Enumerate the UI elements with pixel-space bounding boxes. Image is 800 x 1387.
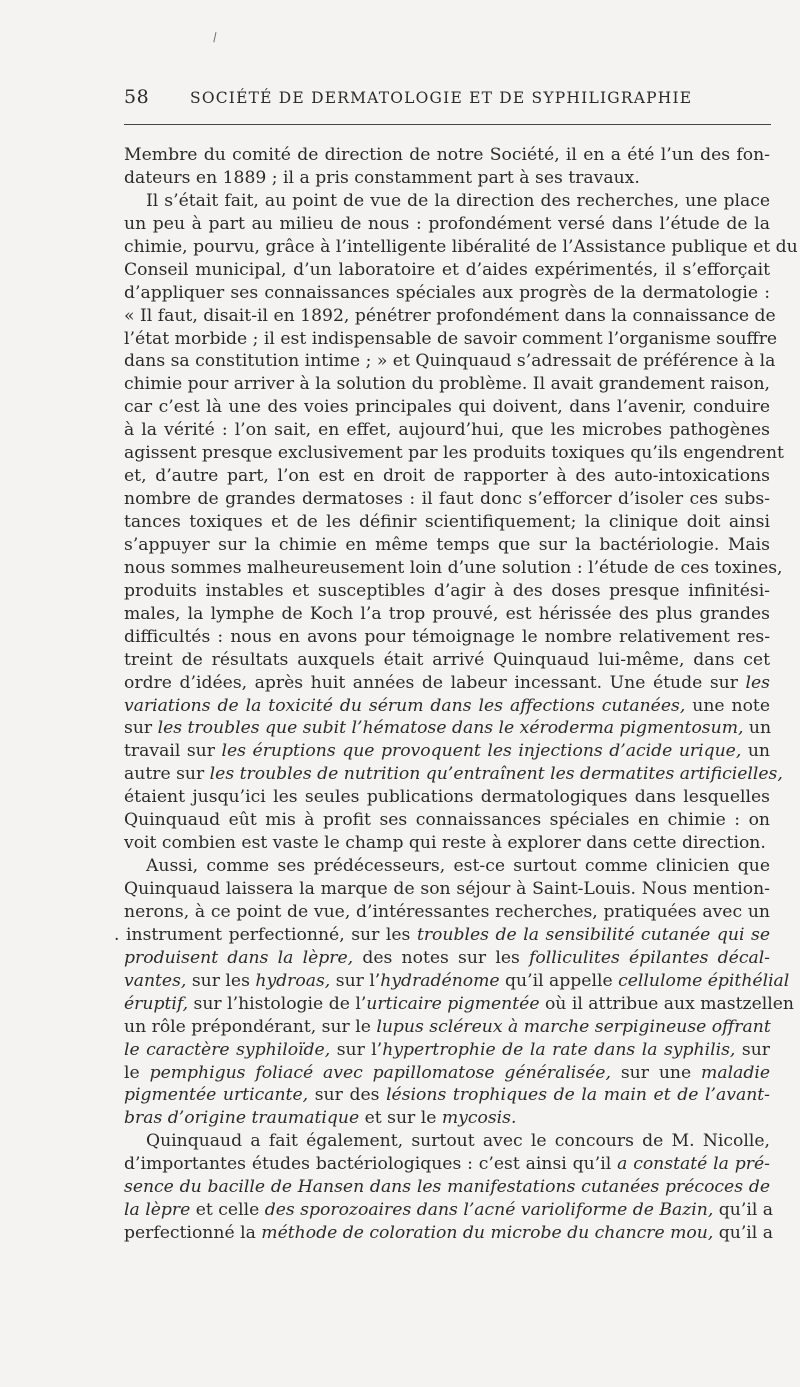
text-line — [124, 695, 770, 718]
text-segment: sur — [735, 1039, 770, 1060]
text-segment: nous sommes malheureusement loin d’une solution : l’étude de ces toxines, — [124, 557, 783, 578]
text-segment: males, la lymphe de Koch l’a trop prouvé, est hérissée des plus grandes — [124, 603, 770, 624]
text-segment: Quinquaud a fait également, surtout avec le concours de M. Nicolle, — [146, 1131, 770, 1152]
text-segment: l’état morbide ; il est indispensable de savoir comment l’organisme souffre — [124, 328, 778, 349]
text-segment: Il s’était fait, au point de vue de la direction des recherches, une place — [146, 190, 770, 211]
italic-text: sence du bacille de Hansen dans les manifestations cutanées précoces de — [124, 1177, 770, 1198]
text-line — [124, 1130, 770, 1153]
italic-text: les troubles que subit l’hématose dans le xéroderma pigmentosum, — [157, 718, 744, 739]
text-segment: « Il faut, disait-il en 1892, pénétrer profondément dans la connaissance de — [124, 305, 776, 326]
text-line — [124, 1107, 770, 1130]
text-line — [124, 511, 770, 534]
text-segment: sur l’ — [330, 970, 381, 991]
page-header — [124, 86, 770, 116]
text-segment: produits instables et susceptibles d’agir à des doses presque infinitési- — [124, 580, 770, 601]
text-segment: dateurs en 1889 ; il a pris constamment part à ses travaux. — [124, 167, 640, 188]
text-segment: tances toxiques et de les définir scientifiquement; la clinique doit ainsi — [124, 512, 770, 532]
text-line — [124, 603, 770, 626]
text-line — [124, 740, 770, 763]
text-segment: treint de résultats auxquels était arrivé Quinquaud lui-même, dans cet — [124, 649, 770, 670]
text-line — [124, 534, 770, 557]
text-segment: un — [743, 718, 772, 739]
text-line — [124, 1016, 770, 1039]
text-line — [124, 832, 770, 855]
text-segment: sur l’histologie de l’ — [188, 993, 367, 1014]
text-line — [124, 190, 770, 213]
text-line — [124, 993, 794, 1016]
italic-text: urticaire pigmentée — [366, 993, 540, 1014]
text-line — [124, 557, 783, 580]
text-line — [124, 1084, 770, 1107]
text-line — [124, 259, 770, 282]
text-line — [124, 465, 770, 488]
text-line — [124, 970, 790, 993]
text-segment: une note — [685, 695, 771, 716]
header-rule — [124, 124, 771, 125]
text-line — [124, 672, 770, 695]
text-line — [124, 328, 778, 351]
text-segment: agissent presque exclusivement par les produits toxiques qu’ils engendrent — [124, 443, 784, 464]
italic-text: folliculites épilantes décal- — [529, 947, 770, 968]
text-line — [124, 580, 770, 603]
italic-text: produisent dans la lèpre, — [124, 947, 354, 968]
text-segment: difficultés : nous en avons pour témoignage le nombre relativement res- — [124, 626, 770, 647]
text-segment: où il attribue aux mastzellen — [539, 993, 794, 1014]
italic-text: pemphigus foliacé avec papillomatose généralisée, — [149, 1062, 611, 1083]
text-line — [124, 305, 776, 328]
text-segment: et celle — [190, 1200, 265, 1221]
text-line — [124, 488, 770, 511]
text-segment: car c’est là une des voies principales qui doivent, dans l’avenir, conduire — [124, 397, 770, 418]
text-segment: un — [741, 741, 770, 762]
page-number: 58 — [124, 86, 150, 108]
text-line — [124, 626, 770, 649]
italic-text: hydradénome — [380, 970, 500, 991]
text-segment: et, d’autre part, l’on est en droit de rapporter à des auto-intoxications — [124, 466, 770, 487]
text-segment: . instrument perfectionné, sur les — [114, 924, 417, 945]
text-line — [124, 855, 770, 878]
text-segment: un peu à part au milieu de nous : profondément versé dans l’étude de la — [124, 213, 770, 234]
text-line — [124, 373, 770, 396]
text-segment: des notes sur les — [353, 947, 530, 968]
italic-text: la lèpre — [124, 1200, 191, 1221]
text-line — [124, 213, 770, 236]
text-line — [124, 1176, 770, 1199]
italic-text: bras d’origine traumatique — [124, 1108, 360, 1129]
italic-text: variations de la toxicité du sérum dans les affections cutanées, — [124, 695, 686, 716]
italic-text: mycosis. — [441, 1108, 517, 1129]
text-segment: nombre de grandes dermatoses : il faut donc s’efforcer d’isoler ces subs- — [124, 489, 770, 510]
text-line — [124, 1153, 770, 1176]
italic-text: lésions trophiques de la main et de l’avant- — [386, 1085, 770, 1106]
text-segment: et sur le — [359, 1108, 442, 1129]
text-segment: chimie, pourvu, grâce à l’intelligente libéralité de l’Assistance publique et du — [124, 236, 798, 257]
text-line — [124, 144, 770, 167]
italic-text: vantes, — [124, 970, 187, 991]
italic-text: cellulome épithélial — [618, 970, 790, 991]
italic-text: hydroas, — [255, 970, 331, 991]
text-segment: à la vérité : l’on sait, en effet, aujourd’hui, que les microbes pathogènes — [124, 420, 770, 441]
italic-text: les — [745, 672, 770, 693]
text-segment: Aussi, comme ses prédécesseurs, est-ce surtout comme clinicien que — [146, 856, 770, 877]
text-segment: ordre d’idées, après huit années de labeur incessant. Une étude sur — [124, 672, 746, 693]
text-segment: qu’il a — [713, 1200, 774, 1221]
text-segment: qu’il appelle — [499, 970, 619, 991]
text-segment: s’appuyer sur la chimie en même temps que sur la bactériologie. Mais — [124, 534, 770, 555]
text-segment: chimie pour arriver à la solution du problème. Il avait grandement raison, — [124, 374, 770, 395]
italic-text: pigmentée urticante, — [124, 1085, 309, 1106]
text-segment: d’appliquer ses connaissances spéciales aux progrès de la dermatologie : — [124, 282, 770, 303]
text-line — [124, 763, 783, 786]
italic-text: le caractère syphiloïde, — [124, 1039, 331, 1060]
text-line — [124, 786, 770, 809]
text-segment: d’importantes études bactériologiques : c’est ainsi qu’il — [124, 1154, 618, 1175]
text-line — [124, 167, 770, 190]
italic-text: lupus scléreux à marche serpigineuse offrant — [376, 1016, 771, 1037]
text-line — [114, 924, 770, 947]
text-segment: sur des — [308, 1085, 387, 1106]
italic-text: les troubles de nutrition qu’entraînent les dermatites artificielles, — [209, 764, 783, 785]
stray-ink-mark: \ — [209, 29, 221, 45]
italic-text: éruptif, — [124, 993, 189, 1014]
text-segment: Quinquaud laissera la marque de son séjour à Saint-Louis. Nous mention- — [124, 879, 770, 899]
text-line — [124, 1222, 773, 1245]
italic-text: des sporozoaires dans l’acné varioliforme de Bazin, — [264, 1200, 714, 1221]
text-segment: dans sa constitution intime ; » et Quinquaud s’adressait de préférence à la — [124, 351, 776, 372]
text-segment: Membre du comité de direction de notre Société, il en a été l’un des fon- — [124, 145, 770, 165]
text-line — [124, 350, 776, 373]
italic-text: hypertrophie de la rate dans la syphilis, — [382, 1039, 736, 1060]
text-line — [124, 649, 770, 672]
text-segment: autre sur — [124, 764, 210, 785]
text-line — [124, 878, 770, 901]
text-line — [124, 236, 798, 259]
text-segment: un rôle prépondérant, sur le — [124, 1016, 377, 1037]
italic-text: troubles de la sensibilité cutanée qui se — [416, 924, 770, 945]
text-segment: qu’il a — [713, 1223, 773, 1244]
text-segment: nerons, à ce point de vue, d’intéressantes recherches, pratiquées avec un — [124, 901, 770, 922]
running-head: SOCIÉTÉ DE DERMATOLOGIE ET DE SYPHILIGRAPHIE — [190, 89, 693, 107]
text-segment: sur l’ — [330, 1039, 383, 1060]
text-line — [124, 419, 770, 442]
italic-text: méthode de coloration du microbe du chancre mou, — [261, 1223, 714, 1244]
text-segment: perfectionné la — [124, 1223, 262, 1244]
text-segment: sur une — [610, 1062, 702, 1083]
text-line — [124, 717, 770, 740]
text-line — [124, 901, 770, 924]
body-text — [114, 144, 798, 1245]
text-line — [124, 1039, 770, 1062]
text-line — [124, 1199, 774, 1222]
text-segment: sur les — [186, 970, 256, 991]
text-segment: voit combien est vaste le champ qui reste à explorer dans cette direction. — [124, 833, 766, 854]
text-segment: travail sur — [124, 741, 222, 762]
text-segment: Quinquaud eût mis à profit ses connaissances spéciales en chimie : on — [124, 810, 770, 831]
italic-text: maladie — [701, 1062, 770, 1083]
text-line — [124, 1062, 770, 1085]
italic-text: a constaté la pré- — [617, 1154, 770, 1175]
italic-text: les éruptions que provoquent les injections d’acide urique, — [221, 741, 742, 762]
text-segment: sur — [124, 718, 158, 739]
text-line — [124, 442, 784, 465]
text-line — [124, 396, 770, 419]
text-segment: le — [124, 1062, 150, 1083]
text-line — [124, 282, 770, 305]
text-segment: étaient jusqu’ici les seules publications dermatologiques dans lesquelles — [124, 787, 770, 808]
text-line — [124, 947, 770, 970]
text-line — [124, 809, 770, 832]
text-segment: Conseil municipal, d’un laboratoire et d’aides expérimentés, il s’efforçait — [124, 259, 770, 280]
